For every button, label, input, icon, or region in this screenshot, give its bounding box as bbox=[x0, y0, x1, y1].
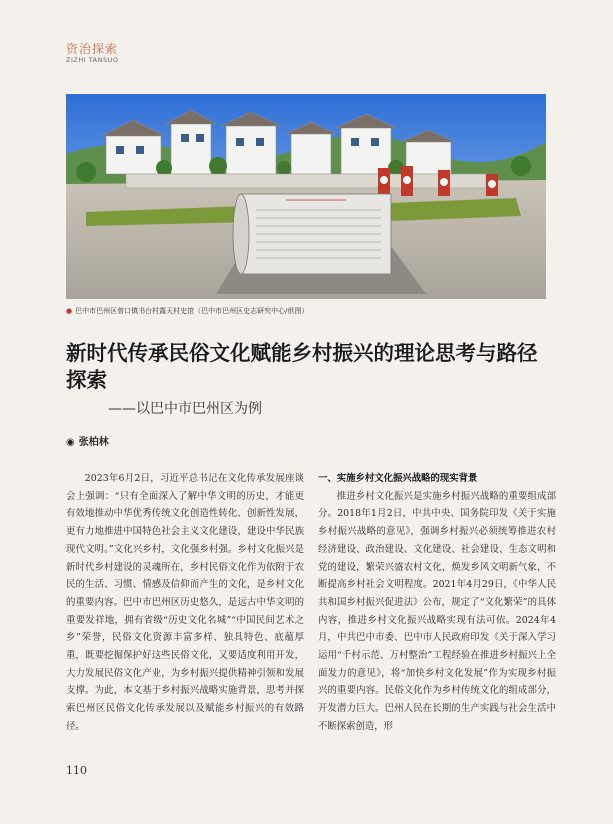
section-label-english: ZIZHI TANSUO bbox=[66, 56, 119, 64]
article-subtitle: ——以巴中市巴州区为例 bbox=[108, 401, 262, 417]
intro-paragraph: 2023年6月2日，习近平总书记在文化传承发展座谈会上强调：“只有全面深入了解中华文明的历史，才能更有效地推动中华优秀传统文化创造性转化、创新性发展，更有力地推进中国特色社会主义文化建设，建设中华民族现代文明。”文化兴乡村，文化强乡村强。乡村文化振兴是新时代乡村建设的灵魂所在，乡村民俗文化作为依附于农民的生活、习惯、情感及信仰而产生的文化，是乡村文化的重要内容。巴中市巴州区历史悠久，是远古中华文明的重要发祥地，拥有省级“历史文化名城”“中国民间艺术之乡”荣誉，民俗文化资源丰富多样、独具特色、底蕴厚重，既要挖掘保护好这些民俗文化，又要适度利用开发，大力发展民俗文化产业，为乡村振兴提供精神引领和发展支撑。为此，本文基于乡村振兴战略实施背景，思考并探索巴州区民俗文化传承发展以及赋能乡村振兴的有效路径。 bbox=[66, 473, 304, 732]
page-number: 110 bbox=[66, 764, 87, 777]
author-bullet-icon: ◉ bbox=[66, 437, 75, 448]
caption-bullet-icon: ● bbox=[66, 307, 73, 315]
photo-caption bbox=[66, 306, 546, 316]
article-title: 新时代传承民俗文化赋能乡村振兴的理论思考与路径探索 bbox=[66, 341, 538, 392]
section-heading: 一、实施乡村文化振兴战略的现实背景 bbox=[318, 473, 478, 484]
body-column-right bbox=[318, 470, 556, 736]
village-museum-photo bbox=[66, 94, 546, 299]
caption-text: 巴中市巴州区曾口镇书台村露天村史馆（巴中市巴州区史志研究中心/供图） bbox=[75, 307, 309, 315]
author-line bbox=[66, 433, 109, 448]
section-paragraph: 推进乡村文化振兴是实施乡村振兴战略的重要组成部分。2018年1月2日，中共中央、国务院印发《关于实施乡村振兴战略的意见》，强调乡村振兴必须统筹推进农村经济建设、政治建设、文化建设、社会建设、生态文明和党的建设，繁荣兴盛农村文化，焕发乡风文明新气象，不断提高乡村社会文明程度。2021年4月29日，《中华人民共和国乡村振兴促进法》公布，规定了“文化繁荣”的具体内容，推进乡村文化振兴战略实现有法可依。2024年4月，中共巴中市委、巴中市人民政府印发《关于深入学习运用“千村示范、万村整治”工程经验在推进乡村振兴上全面发力的意见》，将“加快乡村文化发展”作为实现乡村振兴的重要内容。民俗文化作为乡村传统文化的组成部分，开发潜力巨大。巴州人民在长期的生产实践与社会生活中不断探索创造，形 bbox=[318, 490, 556, 732]
author-name: 张柏林 bbox=[78, 437, 109, 448]
body-column-left bbox=[66, 470, 304, 736]
section-label: 资治探索 bbox=[66, 42, 119, 56]
